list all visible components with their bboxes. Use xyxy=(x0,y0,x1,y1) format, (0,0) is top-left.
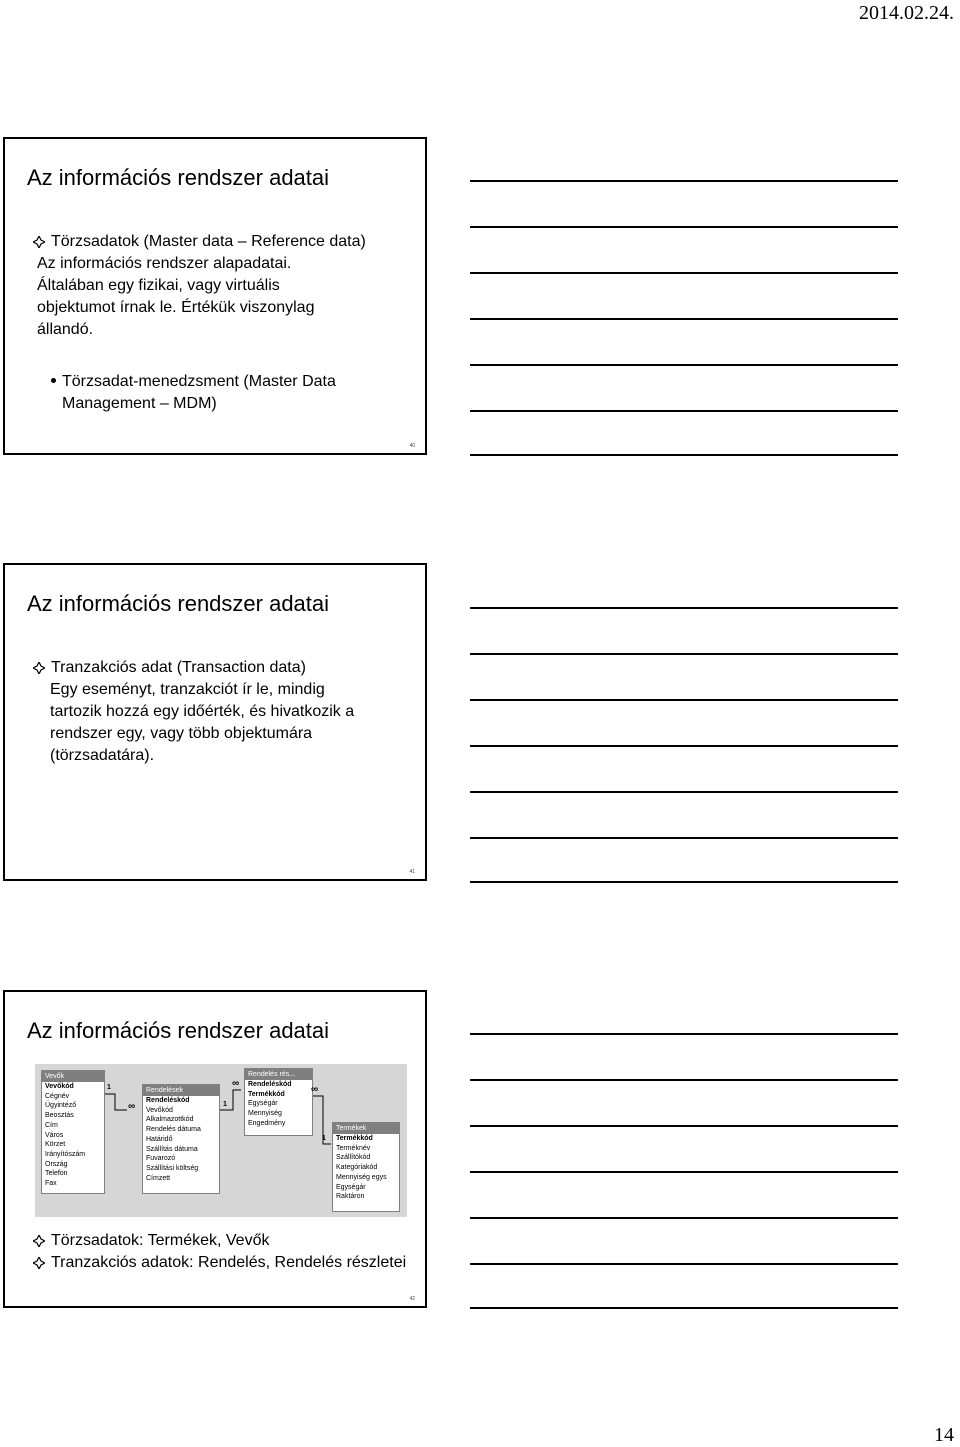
table-field: Fax xyxy=(45,1180,57,1188)
bullet-transaction-examples xyxy=(33,1252,423,1274)
bullet-line: Törzsadatok (Master data – Reference data) xyxy=(51,233,366,250)
table-field: Fuvarozó xyxy=(146,1155,176,1163)
header-date: 2014.02.24. xyxy=(859,2,954,24)
bullet-line: Általában egy fizikai, vagy virtuális xyxy=(37,277,280,294)
table-field: Egységár xyxy=(248,1100,278,1108)
sub-bullet-line: Törzsadat-menedzsment (Master Data xyxy=(62,373,336,390)
table-header: Termékek xyxy=(333,1123,399,1134)
sub-bullet-mdm xyxy=(51,371,336,415)
table-field: Kategóriakód xyxy=(336,1164,378,1172)
slide-41 xyxy=(3,563,427,881)
bullet-transaction-data xyxy=(33,657,423,767)
diamond-bullet-icon xyxy=(33,662,45,674)
slide-title: Az információs rendszer adatai xyxy=(27,1018,330,1043)
table-field: Telefon xyxy=(45,1170,68,1178)
relation-one-label: 1 xyxy=(107,1084,111,1091)
bullet-line: Az információs rendszer alapadatai. xyxy=(37,255,292,272)
slide-42 xyxy=(3,990,427,1308)
bullet-line: objektumot írnak le. Értékük viszonylag xyxy=(37,299,315,316)
table-field: Vevőkód xyxy=(146,1106,173,1114)
bullet-master-examples xyxy=(33,1230,423,1252)
relation-one-label: 1 xyxy=(223,1101,227,1108)
slide-number: 40 xyxy=(409,443,415,449)
table-field: Vevőkód xyxy=(45,1083,74,1090)
relation-many-label: ∞ xyxy=(128,1101,136,1112)
table-vevok xyxy=(41,1070,105,1194)
diamond-bullet-icon xyxy=(33,1235,45,1247)
relationship-diagram xyxy=(35,1064,407,1217)
bullet-line: Egy eseményt, tranzakciót ír le, mindig xyxy=(50,681,325,698)
table-field: Mennyiség xyxy=(248,1110,282,1118)
table-field: Rendeléskód xyxy=(248,1081,292,1088)
table-field: Irányítószám xyxy=(45,1150,86,1158)
table-field: Szállítókód xyxy=(336,1154,371,1162)
table-termekek xyxy=(332,1122,400,1212)
table-field: Raktáron xyxy=(336,1193,365,1201)
slide-number: 41 xyxy=(409,869,415,875)
table-field: Termékkód xyxy=(336,1135,373,1142)
table-rendelesek xyxy=(142,1084,220,1194)
table-field: Engedmény xyxy=(248,1119,286,1127)
table-field: Beosztás xyxy=(45,1112,74,1120)
diamond-bullet-icon xyxy=(33,1257,45,1269)
bullet-line: Tranzakciós adatok: Rendelés, Rendelés részletei xyxy=(51,1254,407,1271)
slide-number: 42 xyxy=(409,1296,415,1302)
sub-bullet-line: Management – MDM) xyxy=(62,395,217,412)
table-field: Rendeléskód xyxy=(146,1097,190,1104)
table-field: Szállítási költség xyxy=(146,1164,199,1172)
table-field: Város xyxy=(45,1131,64,1139)
table-field: Szállítás dátuma xyxy=(146,1145,198,1153)
table-field: Körzet xyxy=(45,1141,66,1149)
table-field: Mennyiség egys xyxy=(336,1173,387,1181)
table-field: Egységár xyxy=(336,1183,366,1191)
table-field: Termékkód xyxy=(248,1090,285,1098)
dot-bullet-icon xyxy=(51,378,56,383)
slide-title: Az információs rendszer adatai xyxy=(27,591,330,616)
bullet-line: rendszer egy, vagy több objektumára xyxy=(50,725,313,742)
table-field: Cím xyxy=(45,1121,58,1129)
bullet-line: (törzsadatára). xyxy=(50,747,155,764)
relation-one-label: 1 xyxy=(322,1135,326,1142)
table-rendeles-reszletei xyxy=(244,1068,313,1136)
table-field: Határidő xyxy=(146,1135,173,1143)
table-field: Rendelés dátuma xyxy=(146,1126,201,1134)
table-field: Címzett xyxy=(146,1174,171,1182)
bullet-line: Tranzakciós adat (Transaction data) xyxy=(51,659,306,676)
diamond-bullet-icon xyxy=(33,236,45,248)
bullet-line: Törzsadatok: Termékek, Vevők xyxy=(51,1232,270,1249)
table-field: Ország xyxy=(45,1160,68,1168)
table-header: Rendelések xyxy=(143,1085,219,1096)
table-field: Alkalmazottkód xyxy=(146,1116,194,1124)
slide-title: Az információs rendszer adatai xyxy=(27,165,330,190)
bullet-master-data xyxy=(33,231,423,341)
table-header: Vevők xyxy=(42,1071,104,1082)
table-field: Cégnév xyxy=(45,1092,70,1100)
slide-40 xyxy=(3,137,427,455)
relation-many-label: ∞ xyxy=(311,1084,319,1095)
table-header: Rendelés rés... xyxy=(245,1069,312,1080)
relation-many-label: ∞ xyxy=(232,1078,240,1089)
page-number: 14 xyxy=(934,1424,954,1446)
bullet-line: tartozik hozzá egy időérték, és hivatkozik a xyxy=(50,703,355,720)
bullet-line: állandó. xyxy=(37,321,94,338)
table-field: Terméknév xyxy=(336,1144,371,1152)
table-field: Ügyintéző xyxy=(45,1102,77,1110)
